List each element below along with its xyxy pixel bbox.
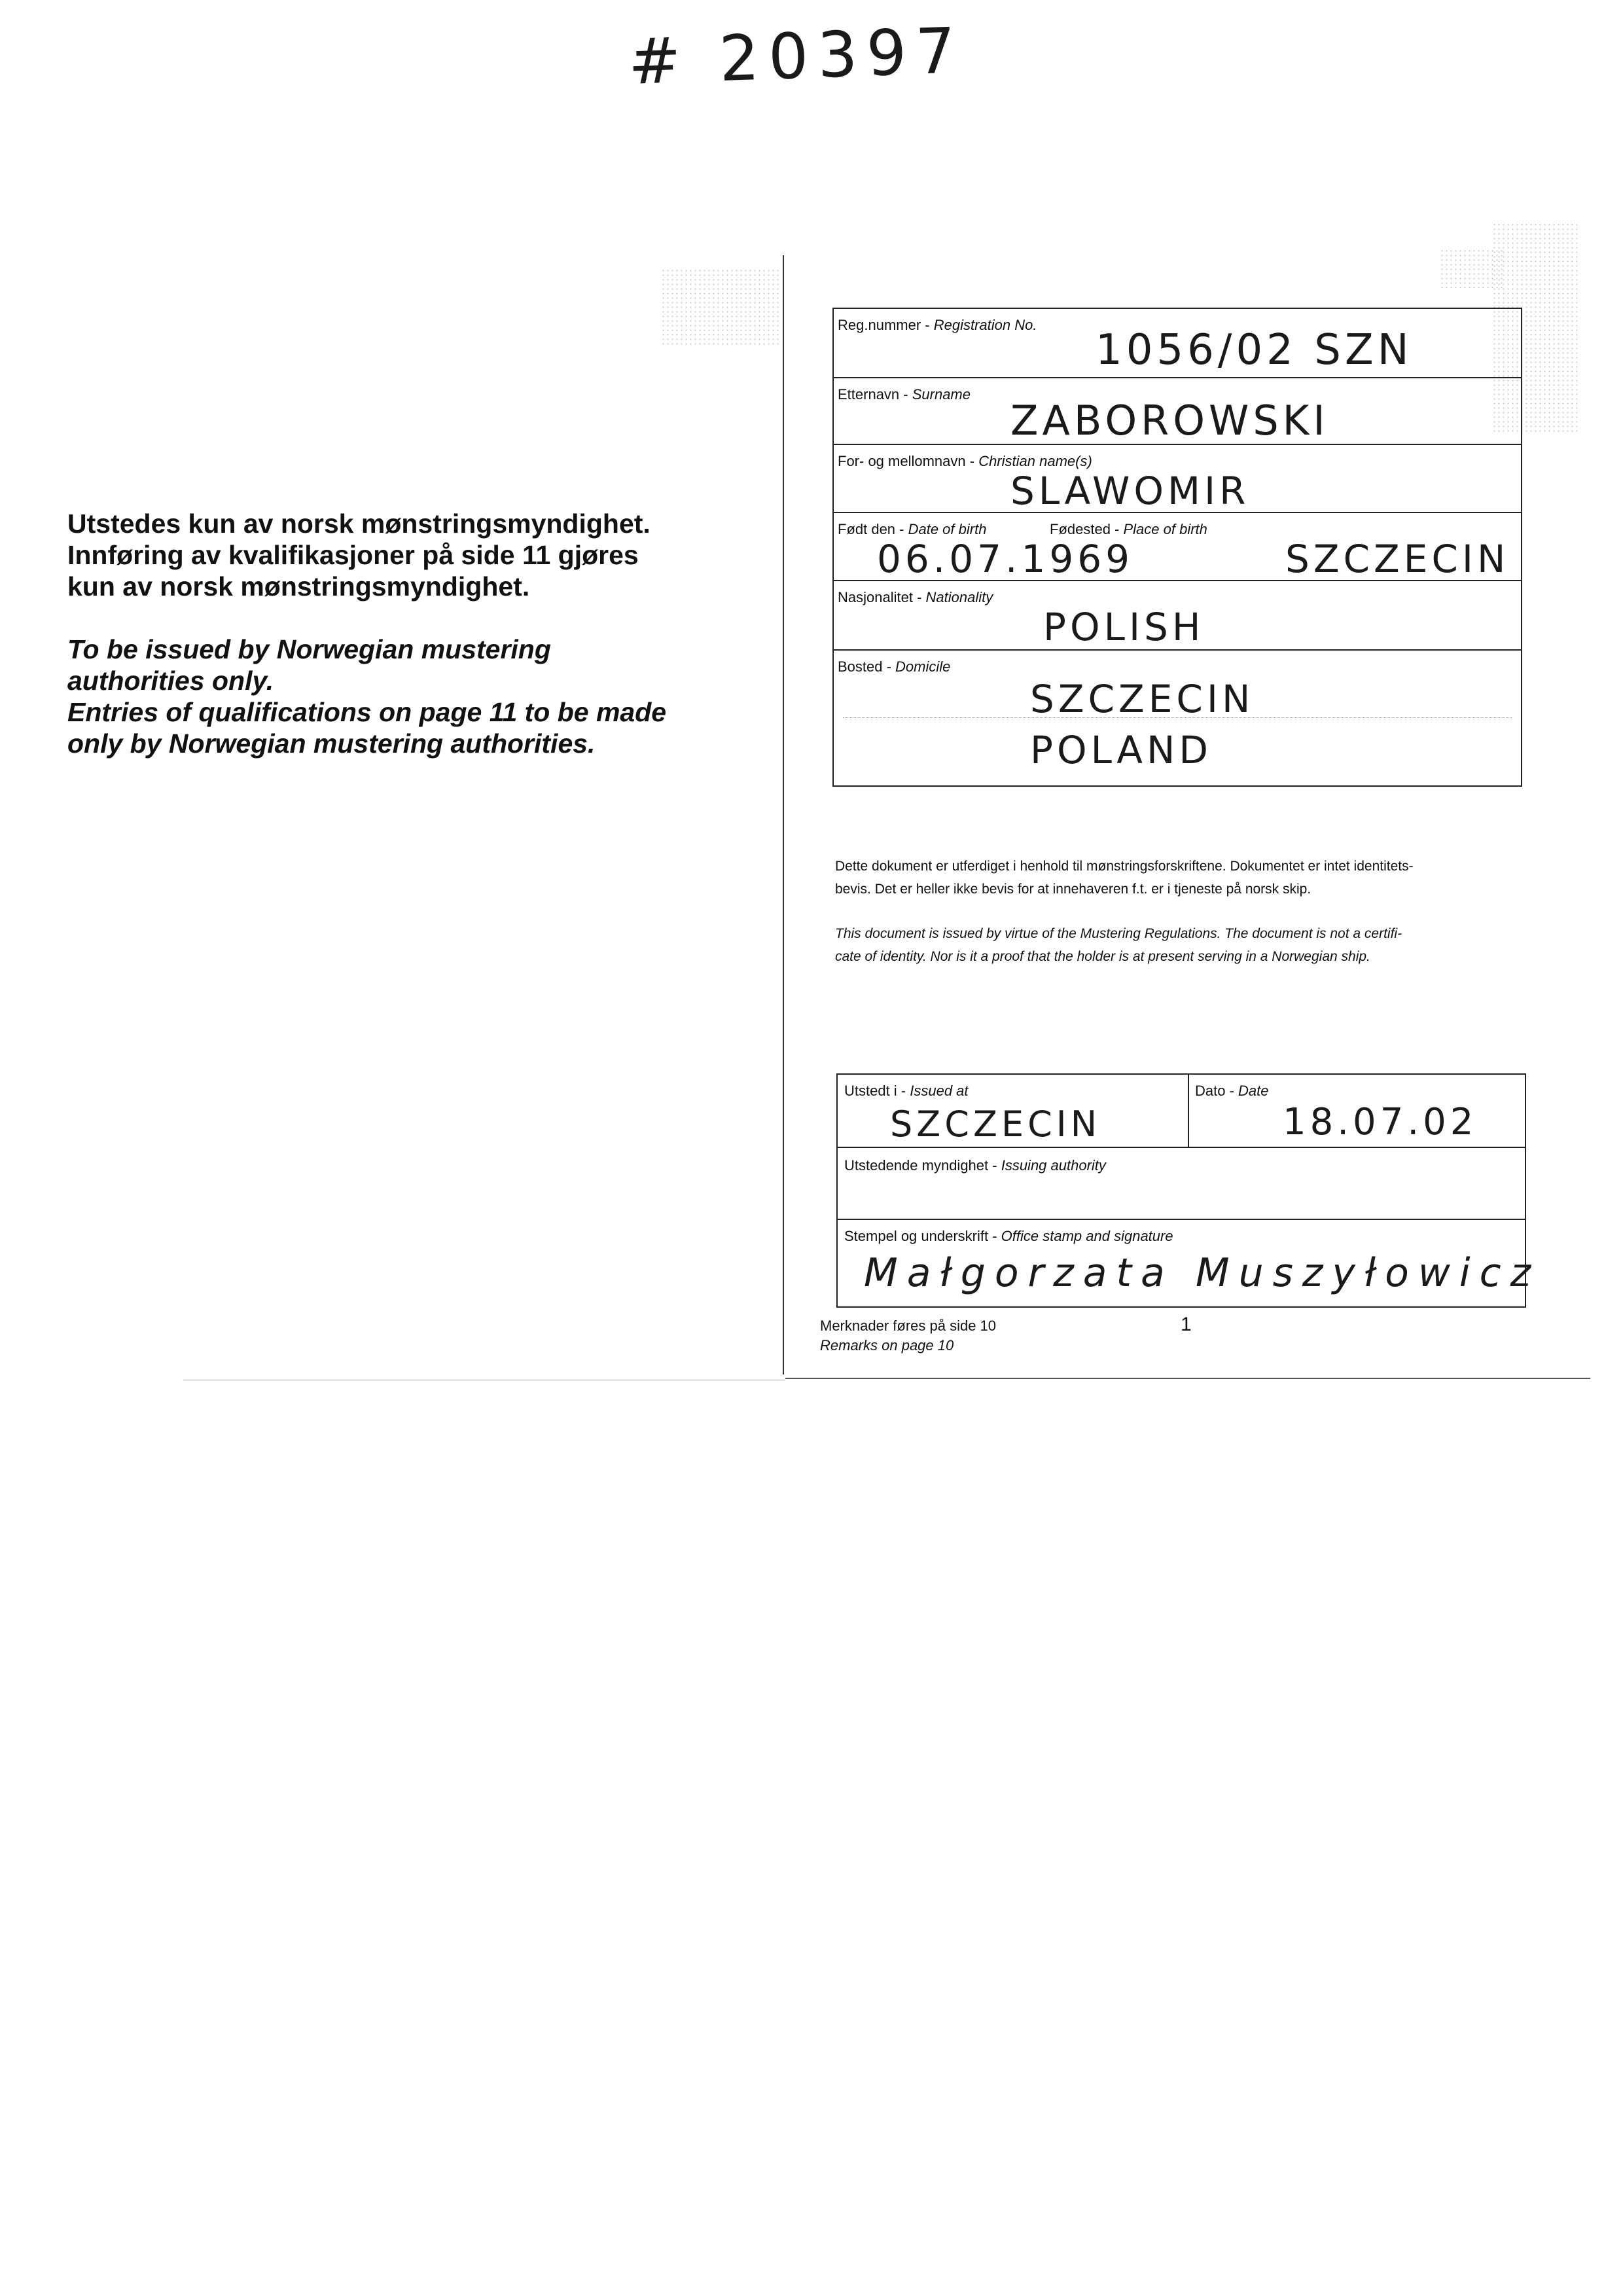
registration-row [834,309,1521,378]
issued-date-divider [1188,1075,1189,1148]
surname-value: ZABOROWSKI [1010,397,1329,444]
surname-row [834,378,1521,445]
issued-at-row [838,1075,1525,1148]
domicile-country-value: POLAND [1030,728,1212,772]
signature: Małgorzata Muszyłowicz [864,1250,1541,1296]
domicile-city-value: SZCZECIN [1030,677,1255,721]
issued-at-label: Utstedt i - Issued at [844,1083,969,1099]
stamp-signature-row [838,1220,1541,1306]
page-number: 1 [1181,1314,1192,1335]
page-fold-line [783,255,784,1374]
notice-line: only by Norwegian mustering authorities. [67,728,596,759]
norwegian-issuing-notice [67,508,722,602]
remarks-english: Remarks on page 10 [820,1337,954,1354]
christian-name-label: For- og mellomnavn - Christian name(s) [838,453,1092,469]
surname-label: Etternavn - Surname [838,386,971,403]
notice-line: authorities only. [67,666,274,696]
notice-line: Utstedes kun av norsk mønstringsmyndighet. [67,509,651,539]
domicile-label: Bosted - Domicile [838,658,951,675]
issuance-table [836,1073,1541,1308]
date-of-birth-value: 06.07.1969 [877,537,1134,581]
disclaimer-line: bevis. Det er heller ikke bevis for at innehaveren f.t. er i tjeneste på norsk skip. [835,882,1311,897]
place-of-birth-label: Fødested - Place of birth [1050,521,1207,537]
issue-date-value: 18.07.02 [1283,1101,1478,1143]
scan-noise [1440,249,1505,288]
notice-line: Innføring av kvalifikasjoner på side 11 gjøres [67,540,639,570]
page-bottom-edge [785,1378,1590,1379]
notice-line: To be issued by Norwegian mustering [67,634,551,664]
nationality-row [834,581,1521,651]
issuing-authority-row [838,1148,1525,1220]
disclaimer-line: cate of identity. Nor is it a proof that the holder is at present serving in a Norwegian ship. [835,949,1370,964]
registration-label: Reg.nummer - Registration No. [838,317,1037,333]
issuing-authority-label: Utstedende myndighet - Issuing authority [844,1157,1106,1174]
scan-noise [661,268,779,347]
disclaimer-line: This document is issued by virtue of the Mustering Regulations. The document is not a certifi- [835,926,1402,941]
christian-name-row [834,445,1521,513]
birth-row [834,513,1521,581]
personal-data-table [832,308,1522,787]
disclaimer-line: Dette dokument er utferdiget i henhold til mønstringsforskriftene. Dokumentet er intet identitets- [835,859,1414,874]
notice-line: Entries of qualifications on page 11 to be made [67,697,667,727]
notice-line: kun av norsk mønstringsmyndighet. [67,571,530,601]
registration-number-value: 1056/02 SZN [1096,326,1413,374]
english-issuing-notice [67,634,761,759]
remarks-note [820,1316,996,1355]
english-disclaimer [835,922,1529,968]
domicile-dotted-line [843,717,1512,718]
remarks-norwegian: Merknader føres på side 10 [820,1318,997,1334]
date-label: Dato - Date [1195,1083,1269,1099]
date-of-birth-label: Født den - Date of birth [838,521,987,537]
domicile-row [834,651,1521,785]
nationality-label: Nasjonalitet - Nationality [838,589,993,605]
nationality-value: POLISH [1043,605,1205,649]
place-of-birth-value: SZCZECIN [1285,537,1510,581]
stamp-signature-label: Stempel og underskrift - Office stamp and signature [844,1228,1173,1244]
norwegian-disclaimer [835,855,1529,901]
handwritten-document-number: # 20397 [627,14,967,99]
christian-name-value: SLAWOMIR [1010,469,1250,513]
issued-at-value: SZCZECIN [890,1103,1101,1145]
